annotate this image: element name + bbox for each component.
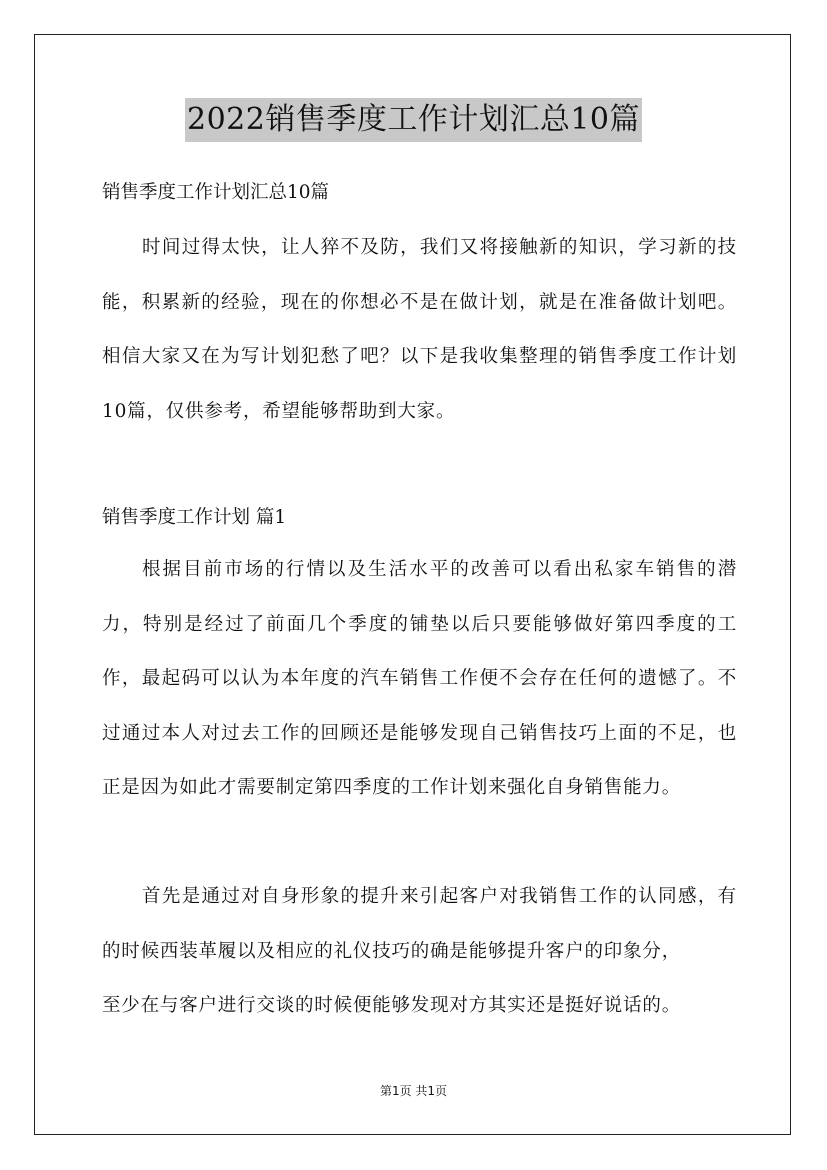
document-title: 2022销售季度工作计划汇总10篇 xyxy=(185,98,642,142)
body-paragraph-2: 首先是通过对自身形象的提升来引起客户对我销售工作的认同感，有的时候西装革履以及相应的礼仪技巧的确是能够提升客户的印象分， xyxy=(102,886,737,962)
body-paragraph-3: 至少在与客户进行交谈的时候便能够发现对方其实还是挺好说话的。 xyxy=(102,995,682,1016)
body-paragraph-1: 根据目前市场的行情以及生活水平的改善可以看出私家车销售的潜力，特别是经过了前面几个季度的铺垫以后只要能够做好第四季度的工作，最起码可以认为本年度的汽车销售工作便不会存在任何的遗憾了。不过通过本人对过去工作的回顾还是能够发现自己销售技巧上面的不足，也正是因为如此才需要制定第四季度的工作计划来强化自身销售能力。 xyxy=(102,559,737,798)
section-heading: 销售季度工作计划 篇1 xyxy=(102,507,287,528)
intro-paragraph: 时间过得太快，让人猝不及防，我们又将接触新的知识，学习新的技能，积累新的经验，现在的你想必不是在做计划，就是在准备做计划吧。相信大家又在为写计划犯愁了吧？以下是我收集整理的销售季度工作计划10篇，仅供参考，希望能够帮助到大家。 xyxy=(102,237,737,422)
page-footer xyxy=(0,1082,827,1099)
document-subtitle: 销售季度工作计划汇总10篇 xyxy=(102,182,330,203)
title-container xyxy=(0,98,827,142)
page-number: 第1页 共1页 xyxy=(379,1084,448,1098)
